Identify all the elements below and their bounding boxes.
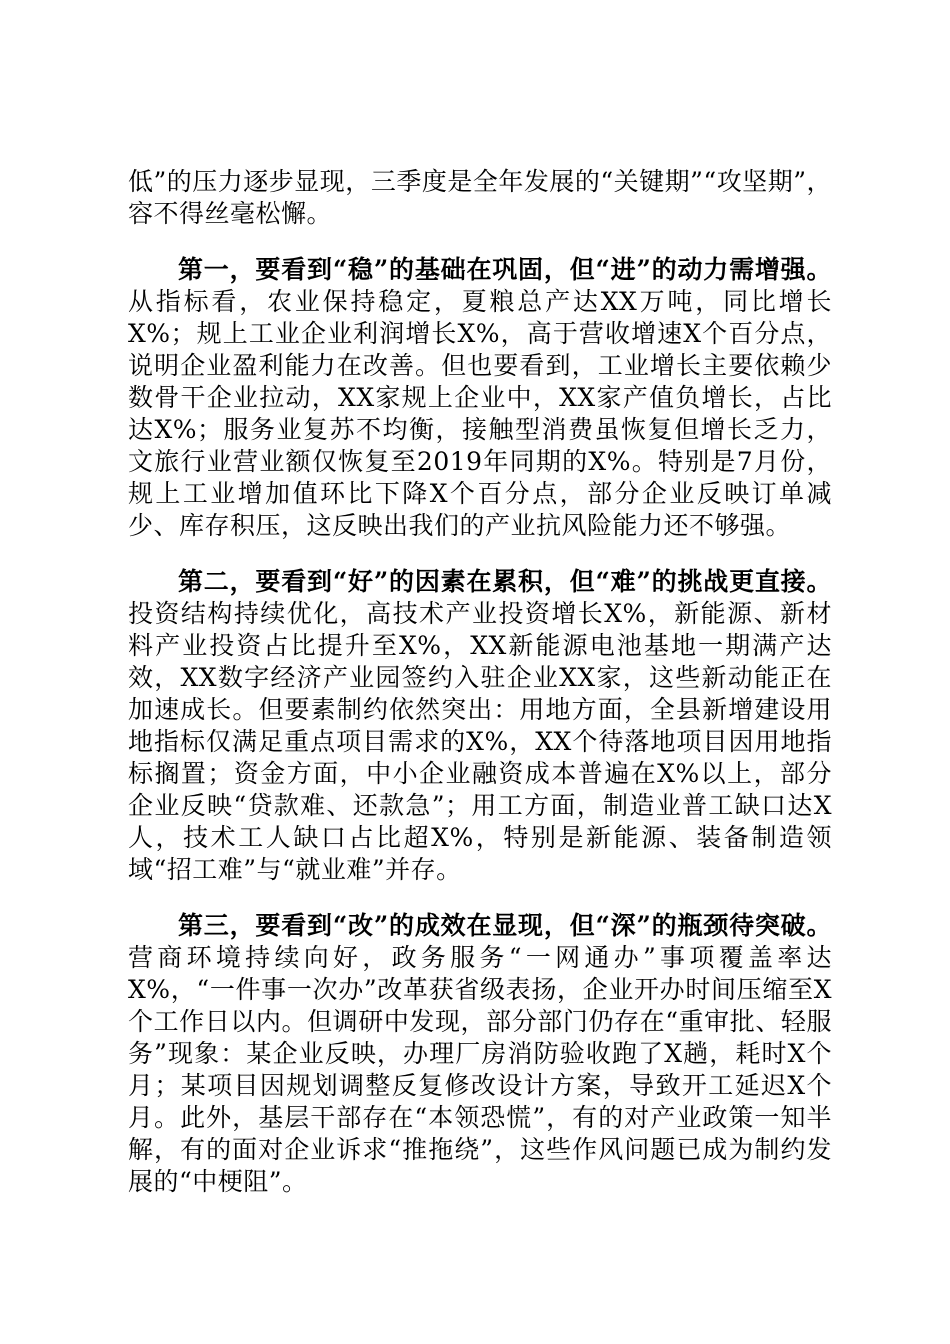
paragraph-body: 低”的压力逐步显现，三季度是全年发展的“关键期”“攻坚期”，容不得丝毫松懈。 bbox=[128, 167, 832, 228]
paragraph-body: 营商环境持续向好，政务服务“一网通办”事项覆盖率达X%，“一件事一次办”改革获省级表扬，企业开办时间压缩至X个工作日以内。但调研中发现，部分部门仍存在“重审批、轻服务”现象：某企业反映，办理厂房消防验收跑了X趟，耗时X个月；某项目因规划调整反复修改设计方案，导致开工延迟X个月。此外，基层干部存在“本领恐慌”，有的对产业政策一知半解，有的面对企业诉求“推拖绕”，这些作风问题已成为制约发展的“中梗阻”。 bbox=[128, 943, 832, 1196]
paragraph-continuation bbox=[128, 166, 832, 230]
document-page bbox=[128, 166, 832, 1198]
paragraph-body: 投资结构持续优化，高技术产业投资增长X%，新能源、新材料产业投资占比提升至X%，XX新能源电池基地一期满产达效，XX数字经济产业园签约入驻企业XX家，这些新动能正在加速成长。但要素制约依然突出：用地方面，全县新增建设用地指标仅满足重点项目需求的X%，XX个待落地项目因用地指标搁置；资金方面，中小企业融资成本普遍在X%以上，部分企业反映“贷款难、还款急”；用工方面，制造业普工缺口达X人，技术工人缺口占比超X%，特别是新能源、装备制造领域“招工难”与“就业难”并存。 bbox=[128, 599, 832, 884]
paragraph-lead: 第二，要看到“好”的因素在累积，但“难”的挑战更直接。 bbox=[178, 567, 832, 596]
paragraph-second-point bbox=[128, 566, 832, 886]
paragraph-lead: 第三，要看到“改”的成效在显现，但“深”的瓶颈待突破。 bbox=[178, 911, 832, 940]
paragraph-third-point bbox=[128, 910, 832, 1198]
paragraph-first-point bbox=[128, 254, 832, 542]
paragraph-body: 从指标看，农业保持稳定，夏粮总产达XX万吨，同比增长X%；规上工业企业利润增长X%，高于营收增速X个百分点，说明企业盈利能力在改善。但也要看到，工业增长主要依赖少数骨干企业拉动，XX家规上企业中，XX家产值负增长，占比达X%；服务业复苏不均衡，接触型消费虽恢复但增长乏力，文旅行业营业额仅恢复至2019年同期的X%。特别是7月份，规上工业增加值环比下降X个百分点，部分企业反映订单减少、库存积压，这反映出我们的产业抗风险能力还不够强。 bbox=[128, 287, 832, 540]
paragraph-lead: 第一，要看到“稳”的基础在巩固，但“进”的动力需增强。 bbox=[178, 255, 832, 284]
